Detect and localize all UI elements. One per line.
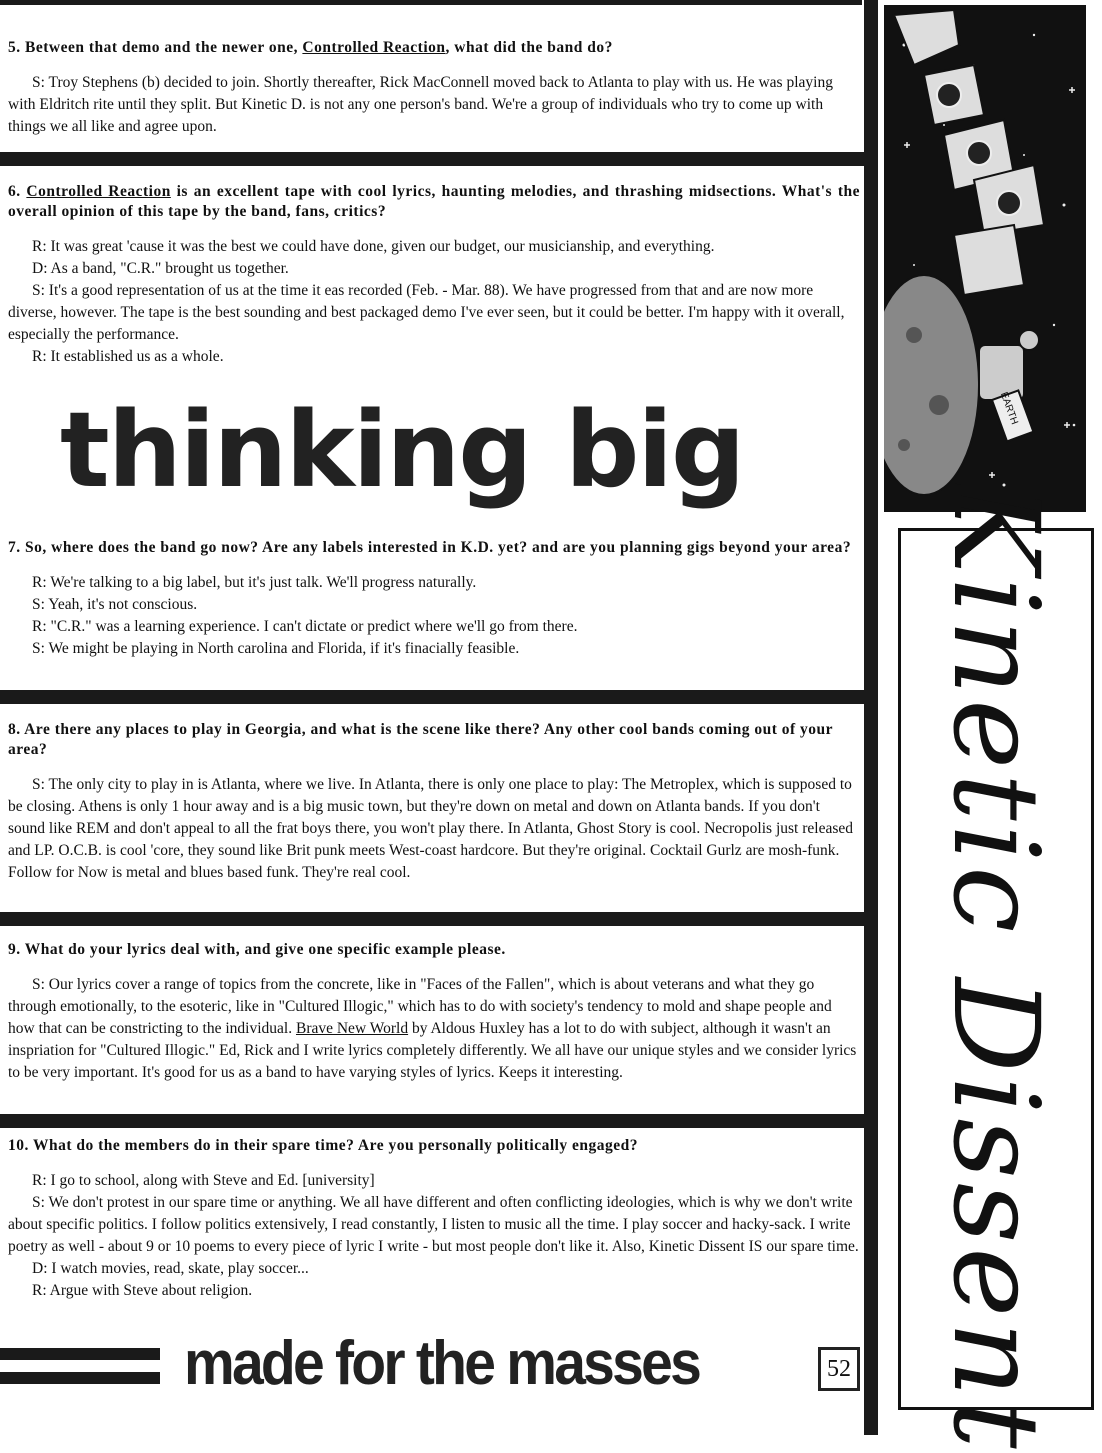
question-6-section [8,182,860,368]
question-9: 9. What do your lyrics deal with, and give one specific example please. [8,941,506,958]
kinetic-dissent-logo: Kinetic Dissent [927,485,1065,1453]
question-8-section [8,720,860,884]
answer-7-4: S: We might be playing in North carolina and Florida, if it's finacially feasible. [32,640,520,657]
question-7: 7. So, where does the band go now? Are any labels interested in K.D. yet? and are you planning gigs beyond your area? [8,539,852,556]
cartoon-art-panel [884,5,1086,512]
question-10-section [8,1136,860,1302]
divider-bar [0,1114,866,1128]
answer-10-1: R: I go to school, along with Steve and Ed. [university] [32,1172,375,1189]
question-7-section [8,538,860,660]
answer-7-1: R: We're talking to a big label, but it's just talk. We'll progress naturally. [32,574,477,591]
page-number: 52 [818,1347,860,1391]
headline-thinking-big: thinking big [60,389,744,511]
answer-7-3: R: "C.R." was a learning experience. I can't dictate or predict where we'll go from there. [32,618,578,635]
banner-bar-left [0,1348,160,1360]
top-rule [0,0,862,5]
answer-7-2: S: Yeah, it's not conscious. [32,596,198,613]
question-8: 8. Are there any places to play in Georgia, and what is the scene like there? Any other cool bands coming out of your area? [8,721,833,758]
question-10: 10. What do the members do in their spare time? Are you personally politically engaged? [8,1137,639,1154]
answer-10-3: D: I watch movies, read, skate, play soccer... [32,1260,309,1277]
cartoon-space-illustration-icon [884,5,1086,512]
divider-bar [0,912,866,926]
column-rule [864,0,878,1435]
question-9-section [8,940,860,1084]
answer-6-d: D: As a band, "C.R." brought us together. [32,260,289,277]
answer-5: S: Troy Stephens (b) decided to join. Shortly thereafter, Rick MacConnell moved back to Atlanta to play with us. He was playing with Eldritch rite until they split. But Kinetic D. is not any one person's band. We're a group of individuals who try to come up with things we all like and agree upon. [8,74,833,135]
divider-bar [0,152,866,166]
answer-6-r: R: It was great 'cause it was the best we could have done, given our budget, our musicianship, and everything. [32,238,715,255]
answer-10-4: R: Argue with Steve about religion. [32,1282,253,1299]
banner-bar-left-lower [0,1372,160,1384]
answer-8: S: The only city to play in is Atlanta, where we live. In Atlanta, there is only one place to play: The Metroplex, which is supposed to be closing. Athens is only 1 hour away and is a big music town, but they're down on metal and down on Atlanta bands. If you don't sound like REM and don't appeal to all the frat boys there, you won't play there. In Atlanta, Ghost Story is cool. Necropolis just released and LP. O.C.B. is cool 'core, they sound like Brit punk meets West-coast hardcore. But they're original. Cocktail Gurlz are mosh-funk. Follow for Now is metal and blues based funk. They're real cool. [8,776,853,881]
question-5: 5. Between that demo and the newer one, Controlled Reaction, what did the band do? [8,39,613,56]
divider-bar [0,690,866,704]
headline-made-for-the-masses: made for the masses [184,1329,700,1398]
question-5-section [8,38,860,138]
earth-sign-label: EARTH [997,390,1020,427]
answer-6-r2: R: It established us as a whole. [32,348,224,365]
question-6: 6. Controlled Reaction is an excellent tape with cool lyrics, haunting melodies, and thrashing midsections. What's the overall opinion of this tape by the band, fans, critics? [8,183,860,220]
answer-9: S: Our lyrics cover a range of topics from the concrete, like in "Faces of the Fallen", which is about veterans and what they go through emotionally, to the esoteric, like in "Cultured Illogic," which has to do with society's tendency to mold and shape people and how that can be constricting to the individual. Brave New World by Aldous Huxley has a lot to do with subject, although it wasn't an inspriation for "Cultured Illogic." Ed, Rick and I write lyrics completely differently. We all have our unique styles and we consider lyrics to be very important. It's good for us as a band to have varying styles of lyrics. Keeps it interesting. [8,976,857,1081]
answer-10-2: S: We don't protest in our spare time or anything. We all have different and often conflicting ideologies, which is why we don't write about specific politics. I follow politics extensively, I read constantly, I listen to music all the time. I play soccer and hacky-sack. I write poetry as well - about 9 or 10 poems to every piece of lyric I write - but most people don't like it. Also, Kinetic Dissent IS our spare time. [8,1194,859,1255]
answer-6-s: S: It's a good representation of us at the time it eas recorded (Feb. - Mar. 88). We have progressed from that and are now more diverse, however. The tape is the best sounding and best packaged demo I've ever seen, but it could be better. I'm happy with it overall, especially the performance. [8,282,845,343]
kinetic-dissent-logo-box [898,485,1094,1453]
